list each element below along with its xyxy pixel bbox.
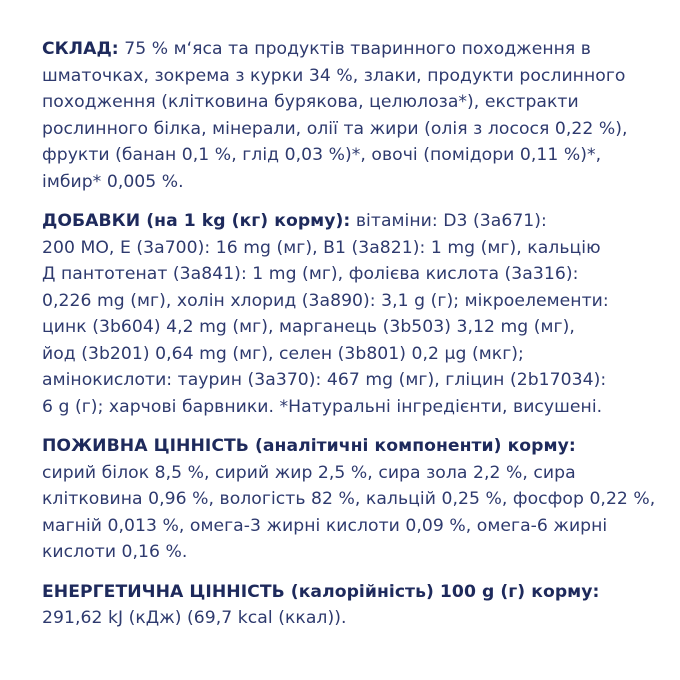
composition-heading: СКЛАД: (42, 39, 119, 59)
composition-line-3: походження (клітковина бурякова, целюлоза*), екстракти (42, 92, 579, 112)
additives-text: вітаміни: D3 (3a671): (350, 211, 547, 231)
composition-line-1 (42, 36, 672, 63)
additives-line-7: амінокислоти: таурин (3a370): 467 mg (мг), гліцин (2b17034): (42, 370, 607, 390)
energy-heading: ЕНЕРГЕТИЧНА ЦІННІСТЬ (калорійність) 100 g (г) корму: (42, 581, 600, 602)
additives-line-2: 200 МО, Е (3a700): 16 mg (мг), B1 (3a821): 1 mg (мг), кальцію (42, 237, 601, 258)
nutrition-section (42, 433, 672, 566)
composition-line-5: фрукти (банан 0,1 %, глід 0,03 %)*, овочі (помідори 0,11 %)*, (42, 145, 602, 165)
nutrition-heading: ПОЖИВНА ЦІННІСТЬ (аналітичні компоненти) корму: (42, 436, 576, 456)
additives-line-1 (42, 208, 672, 235)
composition-line-6: імбир* 0,005 %. (42, 171, 184, 192)
composition-section (42, 36, 672, 195)
composition-text: 75 % м‘яса та продуктів тваринного походження в (118, 39, 591, 59)
nutrition-line-3: клітковина 0,96 %, вологість 82 %, кальцій 0,25 %, фосфор 0,22 %, (42, 489, 656, 509)
additives-line-5: цинк (3b604) 4,2 mg (мг), марганець (3b503) 3,12 mg (мг), (42, 317, 575, 337)
energy-line-2: 291,62 kJ (кДж) (69,7 kcal (ккал)). (42, 608, 347, 628)
additives-heading: ДОБАВКИ (на 1 kg (кг) корму): (42, 211, 351, 231)
ingredients-document (42, 36, 672, 632)
additives-line-6: йод (3b201) 0,64 mg (мг), селен (3b801) 0,2 µg (мкг); (42, 343, 524, 364)
additives-section (42, 208, 672, 420)
nutrition-line-4: магній 0,013 %, омега-3 жирні кислоти 0,09 %, омега-6 жирні (42, 515, 608, 536)
composition-line-2: шматочках, зокрема з курки 34 %, злаки, продукти рослинного (42, 65, 626, 86)
nutrition-line-2: сирий білок 8,5 %, сирий жир 2,5 %, сира зола 2,2 %, сира (42, 462, 576, 483)
nutrition-line-1 (42, 433, 672, 460)
additives-line-4: 0,226 mg (мг), холін хлорид (3a890): 3,1 g (г); мікроелементи: (42, 290, 609, 311)
energy-line-1 (42, 579, 672, 606)
energy-section (42, 579, 672, 632)
composition-line-4: рослинного білка, мінерали, олії та жири (олія з лосося 0,22 %), (42, 118, 628, 139)
additives-line-8: 6 g (г); харчові барвники. *Натуральні інгредієнти, висушені. (42, 396, 603, 417)
nutrition-line-5: кислоти 0,16 %. (42, 542, 188, 562)
additives-line-3: Д пантотенат (3a841): 1 mg (мг), фолієва кислота (3a316): (42, 264, 579, 284)
